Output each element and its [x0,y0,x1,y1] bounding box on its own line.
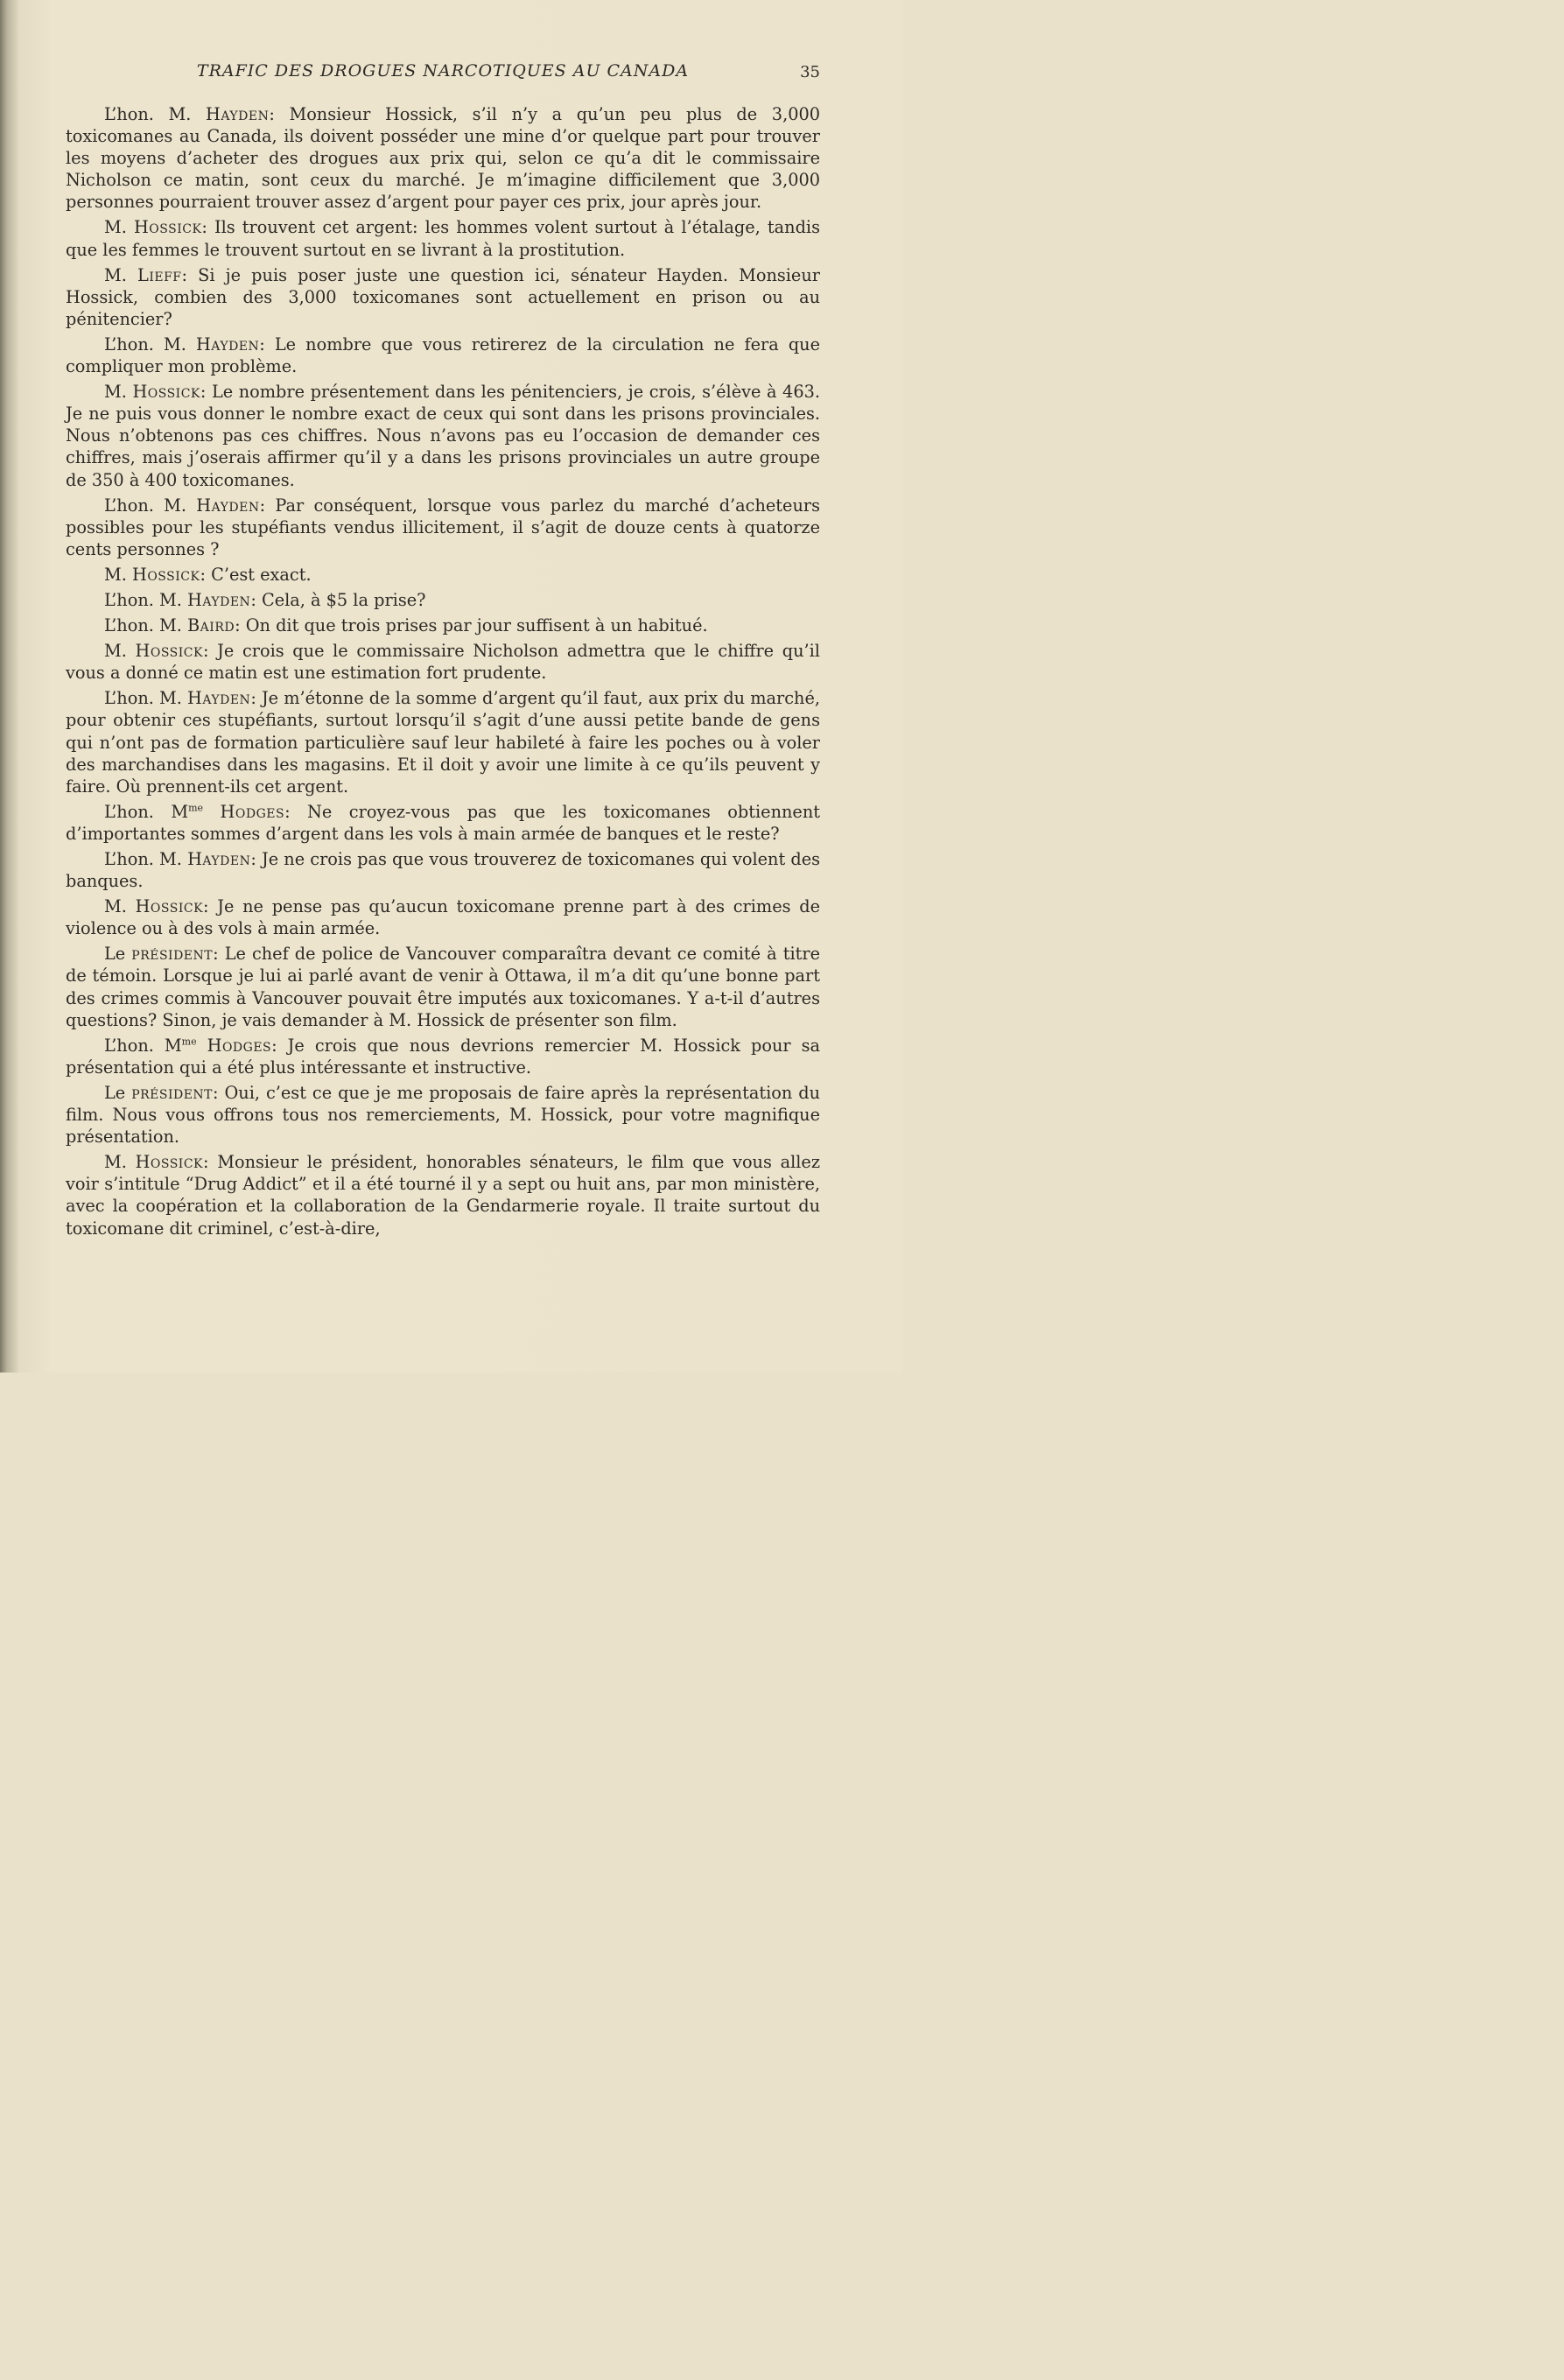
speaker-title: L’hon. M [104,801,189,822]
speaker-name: Hayden [187,688,251,709]
speaker-name: président [131,1082,214,1103]
speech-text: : Le nombre que vous retirerez de la circulation ne fera que compliquer mon problème. [66,333,821,377]
speaker-name: Hayden [206,104,270,124]
speech-text: : Si je puis poser juste une question ici, sénateur Hayden. Monsieur Hossick, combien des 3,000 toxicomanes sont actuellement en prison ou au pénitencier? [66,264,820,329]
speech-text: : On dit que trois prises par jour suffisent à un habitué. [235,615,708,636]
transcript-paragraph [66,103,820,213]
speaker-name: Hossick [135,1152,204,1173]
speaker-name: Hossick [135,641,203,662]
speech-text: : Monsieur le président, honorables sénateurs, le film que vous allez voir s’intitule “Drug Addict” et il a été tourné il y a sept ou huit ans, par mon ministère, avec la coopération et la collaboration de la Gendarmerie royale. Il traite surtout du toxicomane dit criminel, c’est-à-dire, [66,1152,820,1239]
page-header [66,61,820,88]
speaker-title: M. [104,264,138,285]
speaker-title: L’hon. M. [104,615,188,636]
speech-text: : Le chef de police de Vancouver comparaîtra devant ce comité à titre de témoin. Lorsque je lui ai parlé avant de venir à Ottawa, il m’a dit qu’une bonne part des crimes commis à Vancouver pouvait être imputés aux toxicomanes. Y a-t-il d’autres questions? Sinon, je vais demander à M. Hossick de présenter son film. [66,944,820,1030]
transcript-paragraph [66,943,820,1030]
speaker-name: Hayden [187,849,251,869]
speech-text: : Le nombre présentement dans les pénitenciers, je crois, s’élève à 463. Je ne puis vous donner le nombre exact de ceux qui sont dans les prisons provinciales. Nous n’obtenons pas ces chiffres. Nous n’avons pas eu l’occasion de demander ces chiffres, mais j’oserais affirmer qu’il y a dans les prisons provinciales un autre groupe de 350 à 400 toxicomanes. [66,382,820,490]
speaker-name: Hayden [195,333,260,355]
speaker-name: Hossick [133,217,202,238]
speaker-title: M. [104,896,136,917]
speaker-title: M. [104,564,133,585]
speaker-name: Hayden [196,495,260,516]
speaker-title: M. [104,217,134,238]
title-superscript: me [181,1036,197,1048]
transcript-paragraph [66,640,820,684]
speech-text: : Ne croyez-vous pas que les toxicomanes obtiennent d’importantes sommes d’argent dans les vols à main armée de banques et le reste? [66,801,820,844]
running-title: TRAFIC DES DROGUES NARCOTIQUES AU CANADA [196,61,690,81]
transcript-paragraph [66,1035,820,1078]
speech-text: : Cela, à $5 la prise? [250,589,426,610]
speech-text: : Monsieur Hossick, s’il n’y a qu’un peu plus de 3,000 toxicomanes au Canada, ils doivent posséder une mine d’or quelque part pour trouver les moyens d’acheter des drogues aux prix qui, selon ce qu’a dit le commissaire Nicholson ce matin, sont ceux du marché. Je m’imagine difficilement que 3,000 personnes pourraient trouver assez d’argent pour payer ces prix, jour après jour. [66,104,820,213]
speaker-name: Hossick [135,896,204,917]
speaker-name: président [131,944,214,965]
speaker-title: L’hon. M. [104,333,196,355]
transcript-paragraph [66,495,820,560]
speaker-title: L’hon. M [104,1035,182,1056]
speaker-name: Hossick [132,564,200,585]
transcript-paragraph [66,1151,820,1239]
transcript-body [66,103,820,1243]
speaker-name: Hayden [187,589,251,610]
speaker-title: L’hon. M. [104,589,188,610]
speaker-name: Hodges [220,801,285,822]
speaker-title: Le [104,944,132,965]
speaker-title: L’hon. M. [104,495,197,516]
transcript-paragraph [66,1082,820,1148]
title-superscript: me [188,802,204,814]
transcript-paragraph [66,333,820,377]
transcript-paragraph [66,216,820,260]
transcript-paragraph [66,381,820,490]
speaker-title: M. [104,1152,136,1173]
speaker-name: Hodges [207,1035,272,1056]
speech-text: : C’est exact. [200,564,312,585]
speaker-name: Baird [187,615,235,636]
transcript-paragraph [66,614,820,636]
speaker-title: M. [104,641,136,662]
transcript-paragraph [66,801,820,845]
speaker-title: Le [104,1082,132,1103]
speech-text: : Je m’étonne de la somme d’argent qu’il faut, aux prix du marché, pour obtenir ces stupéfiants, surtout lorsqu’il s’agit d’une aussi petite bande de gens qui n’ont pas de formation particulière sauf leur habileté à faire les poches ou à voler des marchandises dans les magasins. Et il doit y avoir une limite à ce qu’ils peuvent y faire. Où prennent-ils cet argent. [66,688,820,797]
speech-text: : Par conséquent, lorsque vous parlez du marché d’acheteurs possibles pour les stupéfiants vendus illicitement, il s’agit de douze cents à quatorze cents personnes ? [66,495,820,559]
speech-text: : Je crois que le commissaire Nicholson admettra que le chiffre qu’il vous a donné ce matin est une estimation fort prudente. [66,641,820,684]
speaker-name: Hossick [132,382,200,403]
speech-text: : Je crois que nous devrions remercier M. Hossick pour sa présentation qui a été plus intéressante et instructive. [66,1035,820,1078]
speech-text: : Ils trouvent cet argent: les hommes volent surtout à l’étalage, tandis que les femmes le trouvent surtout en se livrant à la prostitution. [66,217,820,260]
document-page [0,0,902,1373]
transcript-paragraph [66,848,820,892]
transcript-paragraph [66,564,820,586]
speech-text: : Je ne pense pas qu’aucun toxicomane prenne part à des crimes de violence ou à des vols à main armée. [66,896,820,939]
speaker-title: L’hon. M. [104,104,207,124]
transcript-paragraph [66,895,820,939]
speaker-title: L’hon. M. [104,688,188,709]
page-number: 35 [800,63,820,81]
speech-text: : Oui, c’est ce que je me proposais de faire après la représentation du film. Nous vous offrons tous nos remerciements, M. Hossick, pour votre magnifique présentation. [66,1082,821,1148]
speech-text: : Je ne crois pas que vous trouverez de toxicomanes qui volent des banques. [66,849,821,892]
speaker-title: M. [104,382,133,403]
speaker-name: Lieff [137,264,182,285]
speaker-title: L’hon. M. [104,849,188,869]
transcript-paragraph [66,687,820,797]
transcript-paragraph [66,589,820,611]
transcript-paragraph [66,264,820,330]
